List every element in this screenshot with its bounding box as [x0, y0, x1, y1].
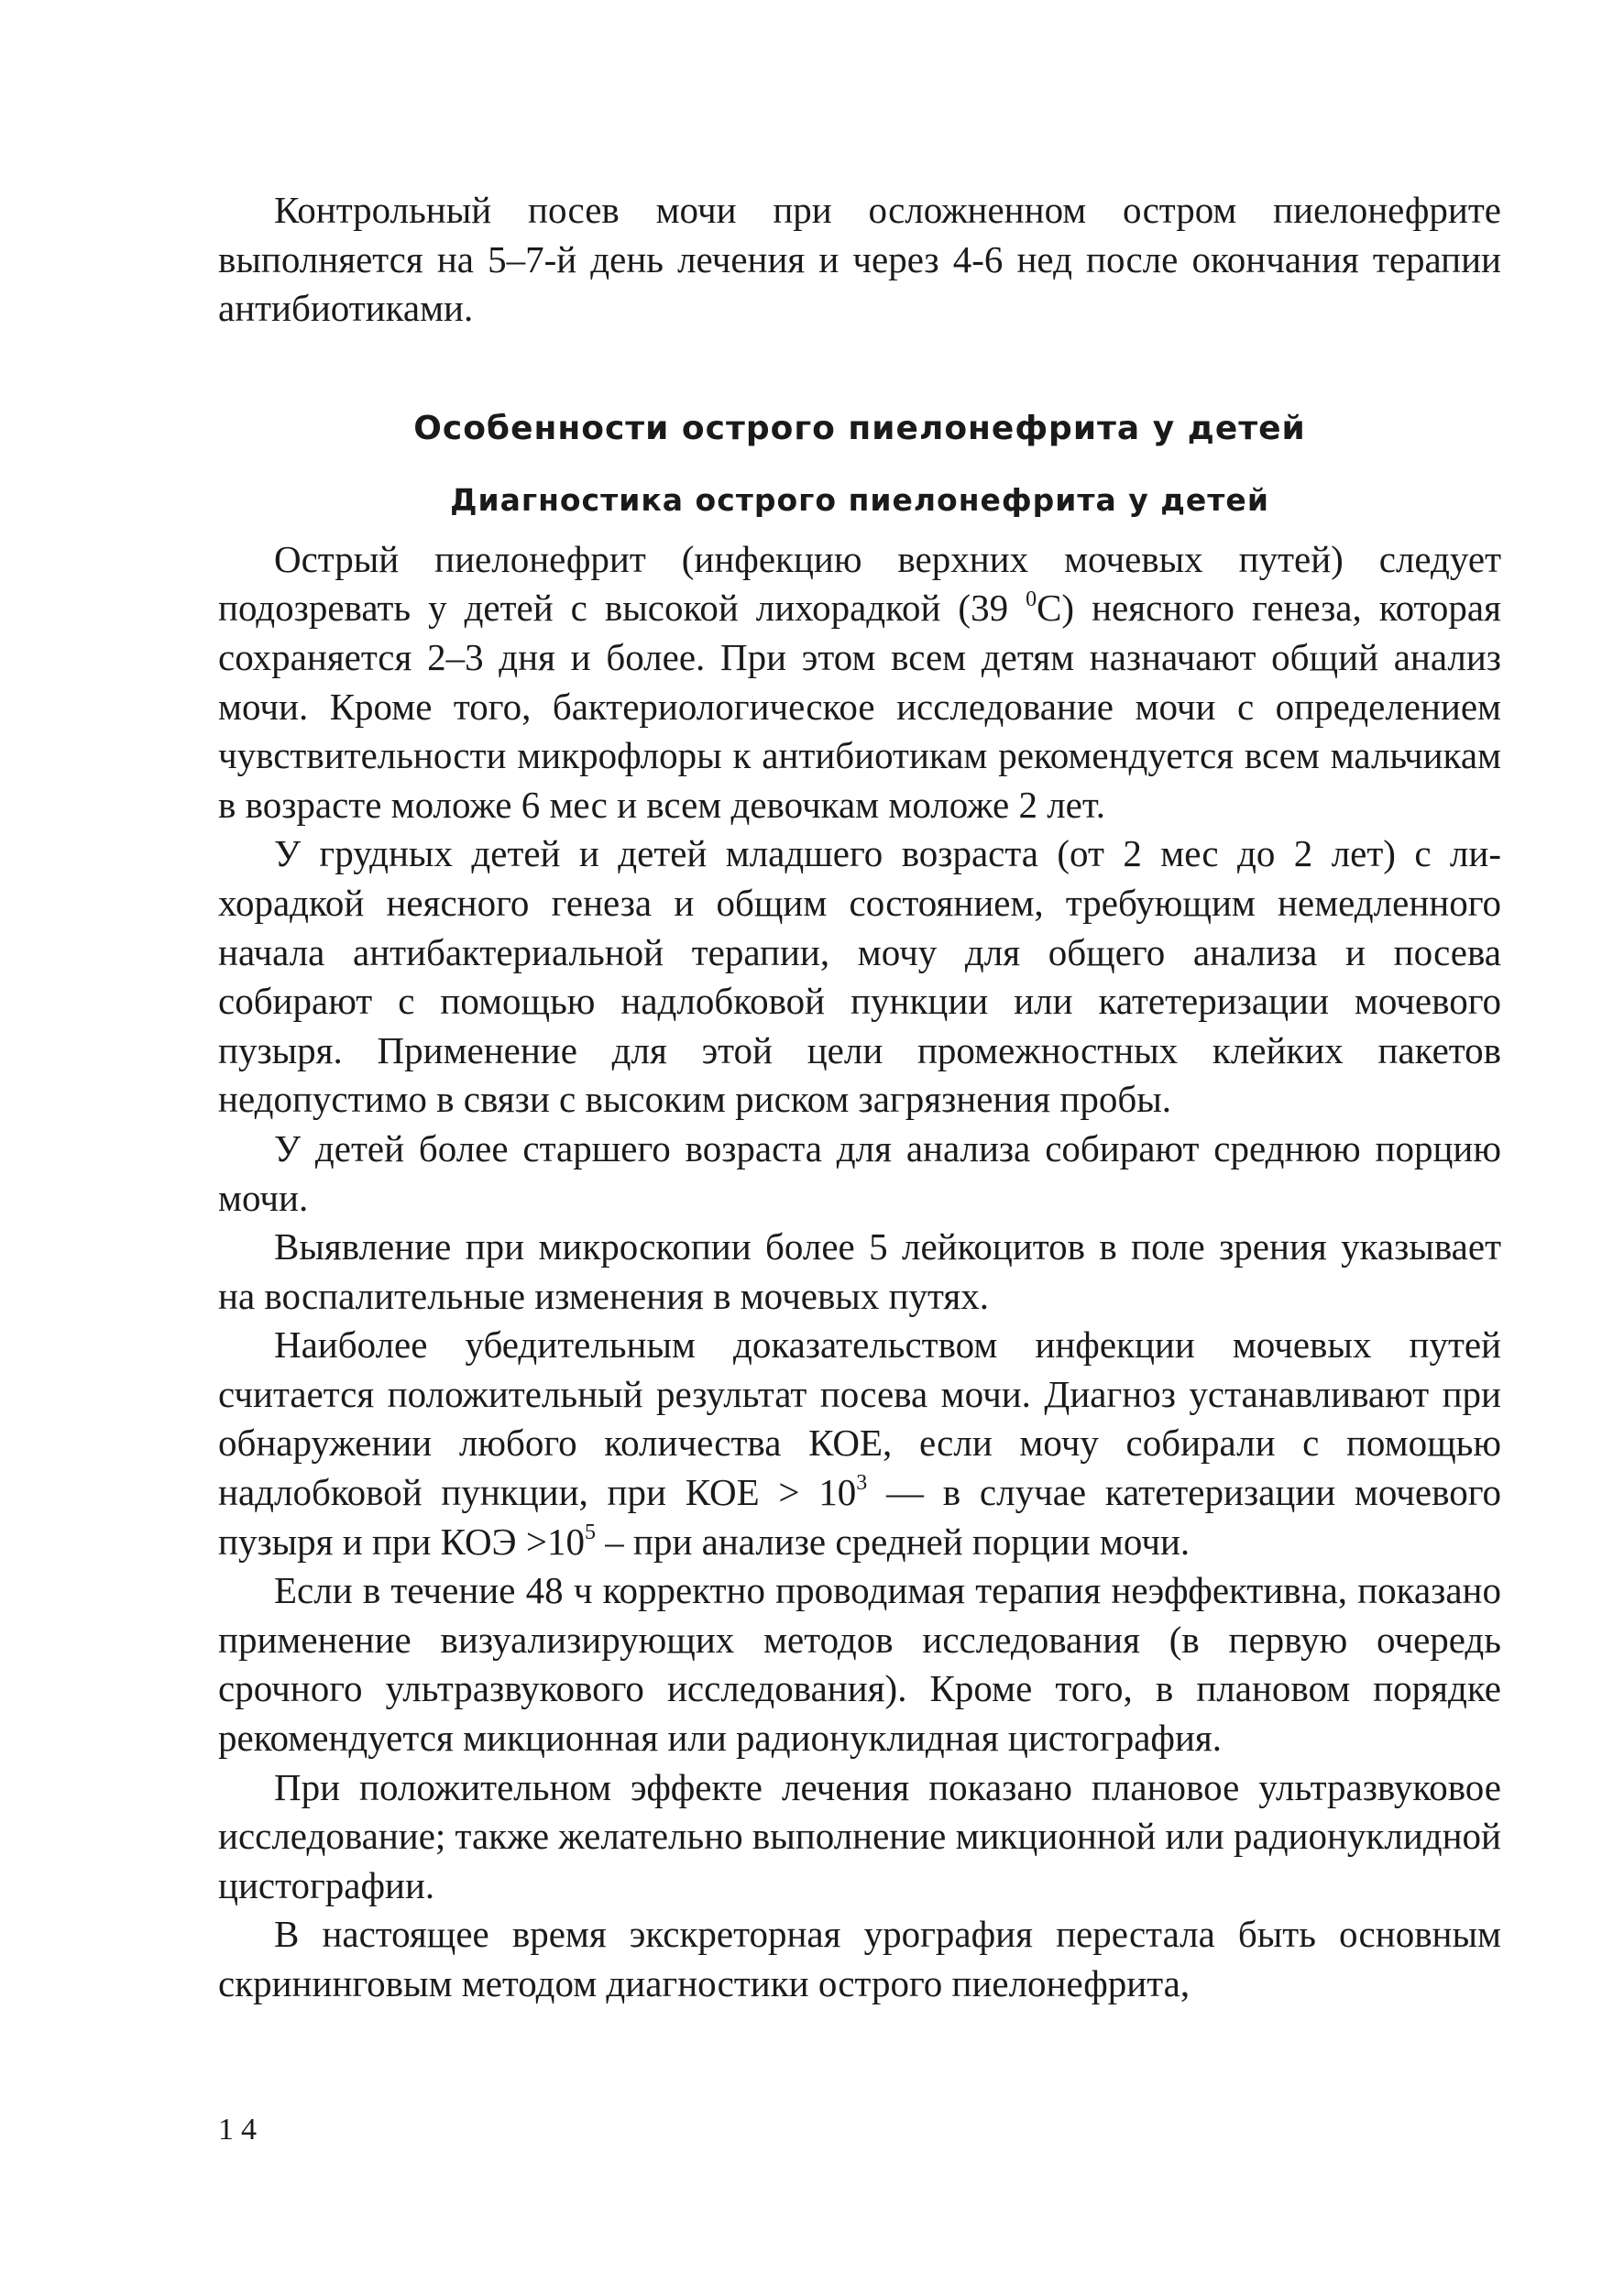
paragraph-culture-text-c: – при анализе средней порции мочи.	[596, 1520, 1191, 1563]
section-heading: Особенности острого пиелонефрита у детей	[413, 409, 1306, 447]
paragraph-urography: В настоящее время экскреторная урография перестала быть основным скрининговым методом диагностики острого пиелонефрита,	[218, 1913, 1501, 2004]
paragraph-fever-text-a: Острый пиелонефрит (инфекцию верхних мочевых путей) следует подозревать у детей с высокой лихорадкой (39	[218, 537, 1501, 630]
paragraph-culture-text-b: — в случае катетеризации мочевого пузыря и при КОЭ >10	[218, 1471, 1501, 1563]
paragraph-microscopy: Выявление при микроскопии более 5 лейкоцитов в поле зрения указывает на воспалительные изменения в мочевых путях.	[218, 1225, 1501, 1317]
paragraph-fever-diagnosis	[218, 535, 1501, 830]
paragraph-infant-sampling: У грудных детей и детей младшего возраста (от 2 мес до 2 лет) с лихорадкой неясного генеза и общим состоянием, требующим немедленного начала антибактериальной терапии, мочу для общего анализа и посева собирают с помощью надлобковой пункции или катетеризации мочевого пузыря. Применение для этой цели промежностных клейких пакетов недопустимо в связи с высоким риском загрязнения пробы.	[218, 832, 1501, 1121]
subsection-heading: Диагностика острого пиелонефрита у детей	[450, 481, 1269, 518]
paragraph-ineffective-therapy: Если в течение 48 ч корректно проводимая терапия неэффективна, показано применение визуализирующих методов исследования (в первую очередь срочного ультразвукового исследования). Кроме того, в плановом порядке рекомендуется микционная или радионуклидная цистография.	[218, 1569, 1501, 1760]
intro-paragraph: Контрольный посев мочи при осложненном остром пиелонефрите выполняется на 5–7-й день лечения и через 4-6 нед после окончания терапии антибиотиками.	[218, 189, 1501, 330]
exponent-five-superscript: 5	[585, 1521, 596, 1544]
page-number: 14	[218, 2113, 264, 2147]
paragraph-urine-culture	[218, 1321, 1501, 1566]
text-column	[218, 186, 1501, 2009]
degree-superscript: 0	[1026, 587, 1037, 611]
paragraph-positive-effect: При положительном эффекте лечения показано плановое ультразвуковое исследование; также желательно выполнение микционной или радионуклидной цистографии.	[218, 1765, 1501, 1906]
paragraph-older-children: У детей более старшего возраста для анализа собирают среднюю порцию мочи.	[218, 1126, 1501, 1219]
paragraph-fever-text-b: С) неясного генеза, которая сохраняется 2–3 дня и более. При этом всем детям назначают общий анализ мочи. Кроме того, бактериологическое исследование мочи с определением чувствительности микрофлоры к антибиотикам рекомендуется всем мальчикам в возрасте моложе 6 мес и всем девочкам моложе 2 лет.	[218, 587, 1501, 826]
paragraph-culture-text-a: Наиболее убедительным доказательством инфекции мочевых путей считается положительный результат посева мочи. Диагноз устанавливают при обнаружении любого количества КОЕ, если мочу собирали с помощью надлобковой пункции, при КОЕ > 10	[218, 1323, 1501, 1514]
exponent-three-superscript: 3	[856, 1471, 868, 1496]
